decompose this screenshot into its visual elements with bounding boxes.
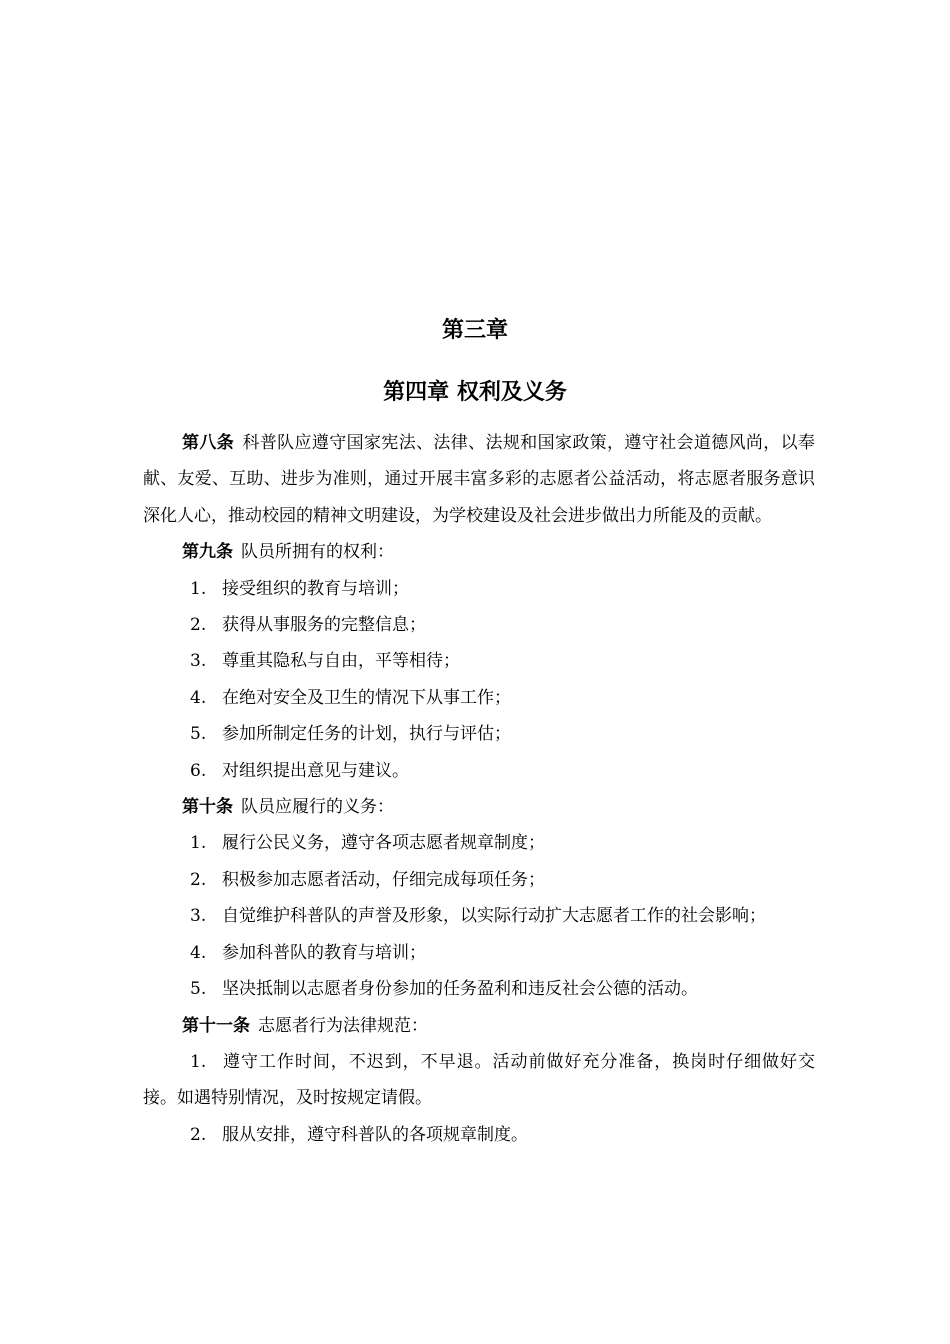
chapter-four-heading: 第四章 权利及义务 <box>383 380 567 405</box>
list-item <box>143 935 815 971</box>
article-9-label: 第九条 <box>182 542 233 563</box>
article-10-intro: 队员应履行的义务： <box>241 797 394 818</box>
article-10-paragraph <box>143 789 815 825</box>
list-item-number: 6. <box>190 760 207 781</box>
article-8-paragraph <box>143 425 815 534</box>
list-item-number: 4. <box>190 687 207 708</box>
list-item-text: 履行公民义务，遵守各项志愿者规章制度； <box>222 833 545 854</box>
list-item-number: 4. <box>190 942 207 963</box>
article-9-intro: 队员所拥有的权利： <box>241 542 394 563</box>
list-item <box>143 825 815 861</box>
list-item-text: 参加所制定任务的计划，执行与评估； <box>222 724 511 745</box>
list-item <box>143 971 815 1007</box>
article-11-intro: 志愿者行为法律规范： <box>258 1015 428 1036</box>
list-item-number: 1. <box>190 1051 207 1072</box>
list-item-text: 自觉维护科普队的声誉及形象，以实际行动扩大志愿者工作的社会影响； <box>222 906 766 927</box>
list-item <box>143 1117 815 1153</box>
list-item-number: 2. <box>190 615 207 636</box>
list-item-number: 3. <box>190 906 207 927</box>
list-item-number: 1. <box>190 578 207 599</box>
document-body <box>143 425 815 1153</box>
chapter-three-heading: 第三章 <box>441 318 508 343</box>
list-item-text: 服从安排，遵守科普队的各项规章制度。 <box>222 1124 528 1145</box>
list-item-text: 坚决抵制以志愿者身份参加的任务盈利和违反社会公德的活动。 <box>222 979 698 1000</box>
list-item <box>143 607 815 643</box>
article-8-label: 第八条 <box>182 433 235 453</box>
list-item-number: 2. <box>190 869 207 890</box>
list-item-text: 在绝对安全及卫生的情况下从事工作； <box>222 687 511 708</box>
list-item-number: 2. <box>190 1124 207 1145</box>
list-item <box>143 571 815 607</box>
list-item-number: 5. <box>190 979 207 1000</box>
list-item <box>143 1044 815 1117</box>
list-item-text: 接受组织的教育与培训； <box>222 578 409 599</box>
list-item <box>143 680 815 716</box>
list-item-number: 1. <box>190 833 207 854</box>
list-item-number: 3. <box>190 651 207 672</box>
list-item-text: 参加科普队的教育与培训； <box>222 942 426 963</box>
list-item-text: 积极参加志愿者活动，仔细完成每项任务； <box>222 869 545 890</box>
list-item <box>143 716 815 752</box>
list-item-text: 尊重其隐私与自由，平等相待； <box>222 651 460 672</box>
article-8-text: 科普队应遵守国家宪法、法律、法规和国家政策，遵守社会道德风尚，以奉献、友爱、互助、进步为准则，通过开展丰富多彩的志愿者公益活动，将志愿者服务意识深化人心，推动校园的精神文明建设，为学校建设及社会进步做出力所能及的贡献。 <box>143 433 816 526</box>
article-9-paragraph <box>143 534 815 570</box>
list-item-number: 5. <box>190 724 207 745</box>
list-item <box>143 643 815 679</box>
list-item <box>143 753 815 789</box>
article-10-label: 第十条 <box>182 797 233 818</box>
list-item-text: 获得从事服务的完整信息； <box>222 615 426 636</box>
article-11-label: 第十一条 <box>182 1015 250 1036</box>
list-item <box>143 862 815 898</box>
list-item-text: 遵守工作时间，不迟到，不早退。活动前做好充分准备，换岗时仔细做好交接。如遇特别情况，及时按规定请假。 <box>143 1051 815 1109</box>
list-item <box>143 898 815 934</box>
article-11-paragraph <box>143 1008 815 1044</box>
list-item-text: 对组织提出意见与建议。 <box>222 760 409 781</box>
